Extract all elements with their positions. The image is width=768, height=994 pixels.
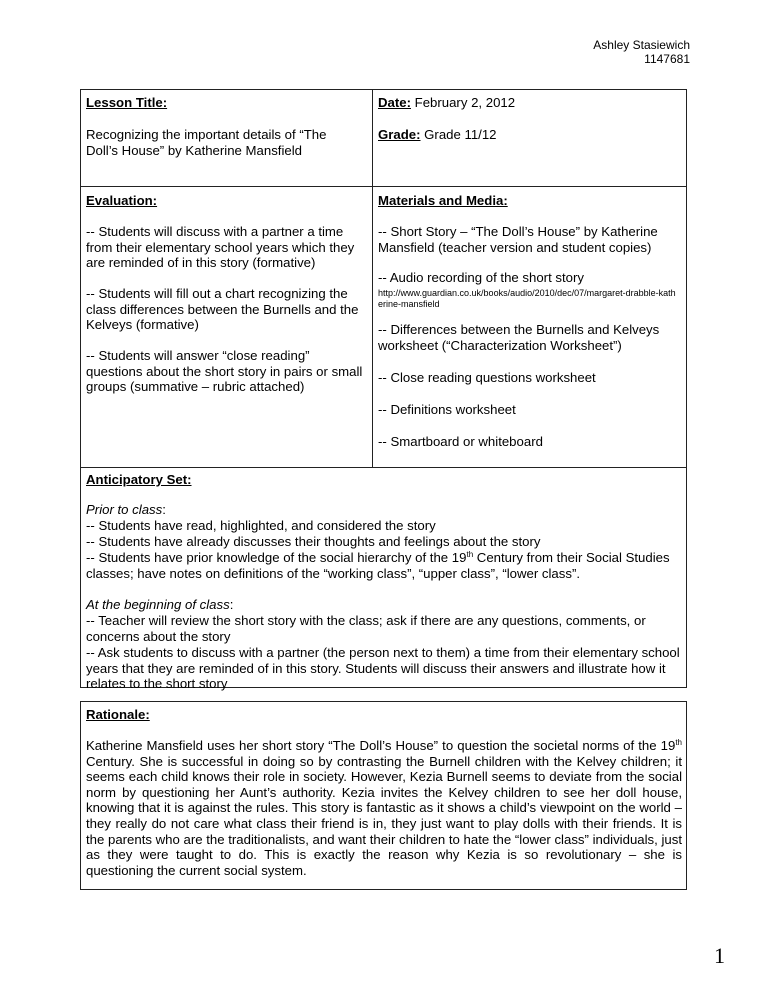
materials-item: -- Audio recording of the short story <box>378 270 584 285</box>
materials-item: -- Definitions worksheet <box>378 402 516 417</box>
grade-line <box>378 127 497 143</box>
lesson-title-value: Recognizing the important details of “The Doll’s House” by Katherine Mansfield <box>86 127 327 158</box>
materials-heading: Materials and Media: <box>378 193 508 208</box>
table-col-divider <box>372 89 373 468</box>
page-number: 1 <box>714 943 725 968</box>
materials-item: -- Close reading questions worksheet <box>378 370 596 385</box>
date-line <box>378 95 515 111</box>
page-header <box>593 38 690 66</box>
rationale-text: Katherine Mansfield uses her short story “The Doll’s House” to question the societal norms of the 19th Century. She is successful in doing so by contrasting the Burnell children with the Kelvey children; it seems each child knows their role in society. However, Kezia Burnell seems to deviate from the social norm by questioning her Aunt’s authority. Kezia invites the Kelvey children to see her doll house, knowing that it is against the rules. This story is fantastic as it shows a child’s viewpoint on the world – they really do not care what class their friend is in, they just want to play dolls with their friends. It is the parents who are the traditionalists, and want their children to hate the “lower class” individuals, just as they were taught to do. This is exactly the reason why Kezia is so revolutionary – she is questioning the current social system. <box>86 738 682 878</box>
grade-label: Grade: <box>378 127 421 142</box>
evaluation-item: -- Students will discuss with a partner a time from their elementary school years which they are reminded of in this story (formative) <box>86 224 355 271</box>
student-id: 1147681 <box>644 52 690 66</box>
beginning-item: -- Ask students to discuss with a partner (the person next to them) a time from their elementary school years that they are reminded of in this story. Students will discuss their answers and illustrate how it relates to the short story <box>86 645 680 692</box>
rationale-heading: Rationale: <box>86 707 150 722</box>
evaluation-heading: Evaluation: <box>86 193 158 208</box>
beginning-item: -- Teacher will review the short story with the class; ask if there are any questions, comments, or concerns about the story <box>86 613 646 644</box>
anticipatory-heading: Anticipatory Set: <box>86 472 192 487</box>
table-row-divider <box>80 186 687 187</box>
evaluation-item: -- Students will fill out a chart recognizing the class differences between the Burnells and the Kelveys (formative) <box>86 286 359 333</box>
prior-item: -- Students have already discusses their thoughts and feelings about the story <box>86 534 541 549</box>
materials-item: -- Short Story – “The Doll’s House” by Katherine Mansfield (teacher version and student copies) <box>378 224 658 255</box>
date-label: Date: <box>378 95 411 110</box>
audio-url-link[interactable]: http://www.guardian.co.uk/books/audio/2010/dec/07/margaret-drabble-katherine-mansfield <box>378 288 676 309</box>
grade-value: Grade 11/12 <box>420 127 497 142</box>
prior-item: -- Students have prior knowledge of the social hierarchy of the 19th Century from their Social Studies classes; have notes on definitions of the “working class”, “upper class”, “lower class”. <box>86 550 670 581</box>
evaluation-item: -- Students will answer “close reading” questions about the short story in pairs or small groups (summative – rubric attached) <box>86 348 363 395</box>
materials-item: -- Differences between the Burnells and Kelveys worksheet (“Characterization Worksheet”) <box>378 322 660 353</box>
beginning-of-class-label: At the beginning of class: <box>86 597 234 612</box>
author-name: Ashley Stasiewich <box>593 38 690 52</box>
date-value: February 2, 2012 <box>410 95 516 110</box>
lesson-title-label: Lesson Title: <box>86 95 168 110</box>
prior-to-class-label: Prior to class: <box>86 502 166 517</box>
prior-item: -- Students have read, highlighted, and considered the story <box>86 518 436 533</box>
materials-item: -- Smartboard or whiteboard <box>378 434 543 449</box>
